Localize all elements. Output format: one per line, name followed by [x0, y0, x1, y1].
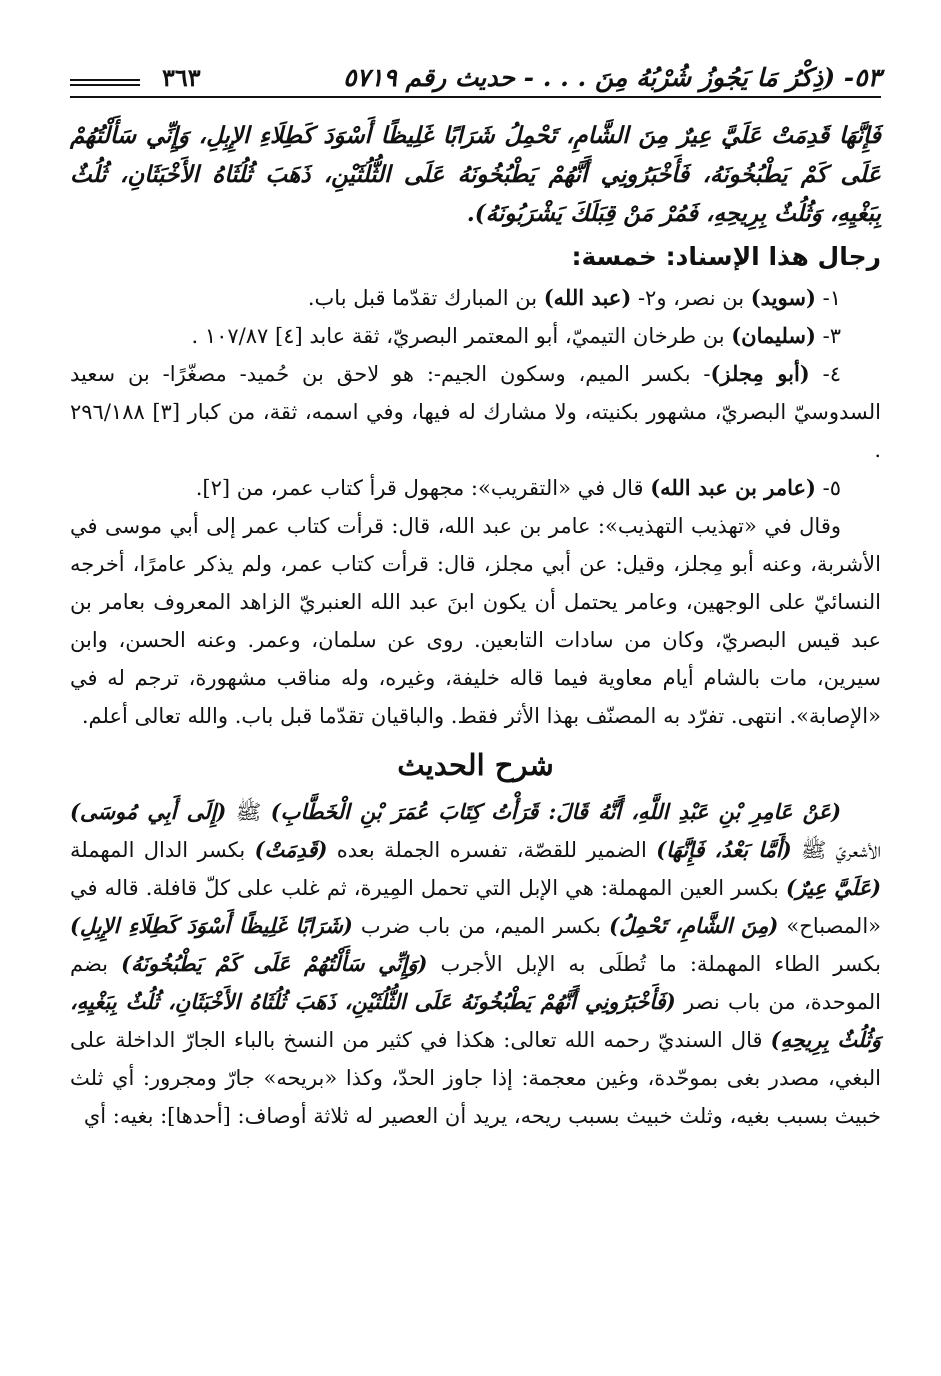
narrator-name: (عبد الله): [543, 285, 632, 310]
commentary-text: الضمير للقصّة، تفسره الجملة بعده: [327, 838, 657, 862]
commentary-text: بضم الموحدة، من باب نصر: [70, 952, 882, 1014]
narrator-paragraph: [70, 355, 881, 469]
commentary-text: قال السنديّ رحمه الله تعالى: هكذا في كثير من النسخ بالباء الجارّ الداخلة على البغي، مصدر بغى بموحّدة، وغين معجمة: إذا جاوز الحدّ، وكذا «بريحه» جارّ ومجرور: أي ثلث خبيث بسبب بغيه، وثلث خبيث بسبب ريحه، يريد أن العصير له ثلاثة أوصاف: [أحدها]: بغيه: أي: [70, 1028, 881, 1128]
quoted-text: (وَإِنِّي سَأَلْتُهُمْ عَلَى كَمْ يَطْبُخُونَهُ): [121, 951, 428, 976]
quoted-text: (إِلَى أَبِي مُوسَى): [70, 799, 227, 824]
header-rule: [70, 96, 881, 98]
quoted-text: (عَنْ عَامِرِ بْنِ عَبْدِ اللَّهِ، أَنَّهُ قَالَ: قَرَأْتُ كِتَابَ عُمَرَ بْنِ الْخَطَّابِ): [270, 799, 841, 824]
narrators-title: رجال هذا الإسناد: خمسة:: [571, 242, 881, 271]
page-number: ٣٦٣: [162, 63, 201, 92]
commentary-text: بكسر الدال المهملة: [70, 838, 255, 862]
narrator-paragraph: [70, 279, 881, 317]
page-number-block: [70, 63, 201, 92]
narrator-number: ١-: [815, 286, 841, 310]
narrator-text: قال في «التقريب»: مجهول قرأ كتاب عمر، من [٢].: [195, 476, 651, 500]
quoted-text: (مِنَ الشَّامِ، تَحْمِلُ): [609, 913, 779, 938]
narrator-number: ٥-: [815, 476, 841, 500]
header-double-rule: [70, 79, 140, 86]
page-header: [70, 52, 881, 92]
narrator-paragraph: وقال في «تهذيب التهذيب»: عامر بن عبد الله، قال: قرأت كتاب عمر إلى أبي موسى في الأشربة، وعنه أبو مِجلز، وقيل: عن أبي مجلز، قال: قرأت كتاب عمر، ولم يذكر عامرًا، أخرجه النسائيّ على الوجهين، وعامر يحتمل أن يكون ابنَ عبد الله العنبريّ الزاهد المعروف بعامر بن عبد قيس البصريّ، وكان من سادات التابعين. روى عن سلمان، وعمر. وعنه الحسن، وابن سيرين، مات بالشام أيام معاوية فيما قاله خليفة، وغيره، وله مناقب مشهورة، ترجم له في «الإصابة». انتهى. تفرّد به المصنّف بهذا الأثر فقط. والباقيان تقدّما قبل باب. والله تعالى أعلم.: [70, 514, 881, 728]
sharh-paragraph: [70, 793, 881, 1135]
quoted-text: (فَأَخْبَرُونِي أَنَّهُمْ يَطْبُخُونَهُ عَلَى الثُّلُثَيْنِ، ذَهَبَ ثُلُثَاهُ الأَخْبَثَانِ، ثُلُثٌ بِبَغْيِهِ، وَثُلُثٌ بِرِيحِهِ): [70, 989, 881, 1052]
narrator-text: - بكسر الميم، وسكون الجيم-: هو لاحق بن حُميد- مصغّرًا- بن سعيد السدوسيّ البصريّ، مشهور بكنيته، ولا مشارك له فيها، وفي اسمه، ثقة، من كبار [٣] ٢٩٦/١٨٨ .: [70, 362, 881, 462]
narrator-text: بن المبارك تقدّما قبل باب.: [307, 286, 544, 310]
narrator-name: (سويد): [750, 285, 816, 310]
narrator-paragraph: [70, 469, 881, 507]
commentary-text: بكسر الطاء المهملة: ما تُطلَى به الإبل الأجرب: [427, 952, 881, 976]
narrator-name: (أبو مِجلز): [710, 361, 810, 386]
hadith-text: فَإِنَّهَا قَدِمَتْ عَلَيَّ عِيرٌ مِنَ الشَّامِ، تَحْمِلُ شَرَابًا غَلِيظًا أَسْوَدَ كَطِلَاءِ الإِبِلِ، وَإِنِّي سَأَلْتُهُمْ عَلَى كَمْ يَطْبُخُونَهُ، فَأَخْبَرُونِي أَنَّهُمْ يَطْبُخُونَهُ عَلَى الثُّلُثَيْنِ، ذَهَبَ ثُلُثَاهُ الأَخْبَثَانِ، ثُلُثٌ بِبَغْيِهِ، وَثُلُثٌ بِرِيحِهِ، فَمُرْ مَنْ قِبَلَكَ يَشْرَبُونَهُ).: [70, 122, 881, 227]
commentary-text: بكسر الميم، من باب ضرب: [352, 914, 610, 938]
narrator-name: (سليمان): [731, 323, 816, 348]
commentary-text: ﷺ: [226, 800, 271, 824]
quoted-text: (قَدِمَتْ): [254, 837, 328, 862]
sharh-title: شرح الحديث: [397, 748, 554, 782]
commentary-text: بكسر العين المهملة: هي الإبل التي تحمل المِيرة، ثم غلب على كلّ قافلة. قاله في «المصباح»: [70, 876, 882, 938]
narrator-paragraph: [70, 317, 881, 355]
narrator-text: بن نصر، و٢-: [631, 286, 751, 310]
quoted-text: (عَلَيَّ عِيرٌ): [785, 875, 882, 900]
quoted-text: (أَمَّا بَعْدُ، فَإِنَّهَا): [656, 837, 792, 862]
narrator-number: ٤-: [809, 362, 841, 386]
quoted-text: (شَرَابًا غَلِيظًا أَسْوَدَ كَطِلَاءِ الإِبِلِ): [70, 913, 353, 938]
running-head: ٥٣- (ذِكْرُ مَا يَجُوزُ شُرْبُهُ مِنَ . . . - حديث رقم ٥٧١٩: [343, 63, 881, 92]
narrator-number: ٣-: [815, 324, 841, 348]
narrator-name: (عامر بن عبد الله): [650, 475, 816, 500]
narrator-text: بن طرخان التيميّ، أبو المعتمر البصريّ، ثقة عابد [٤] ١٠٧/٨٧ .: [191, 324, 732, 348]
commentary-text: الأشعريّ ﷺ: [791, 838, 882, 862]
